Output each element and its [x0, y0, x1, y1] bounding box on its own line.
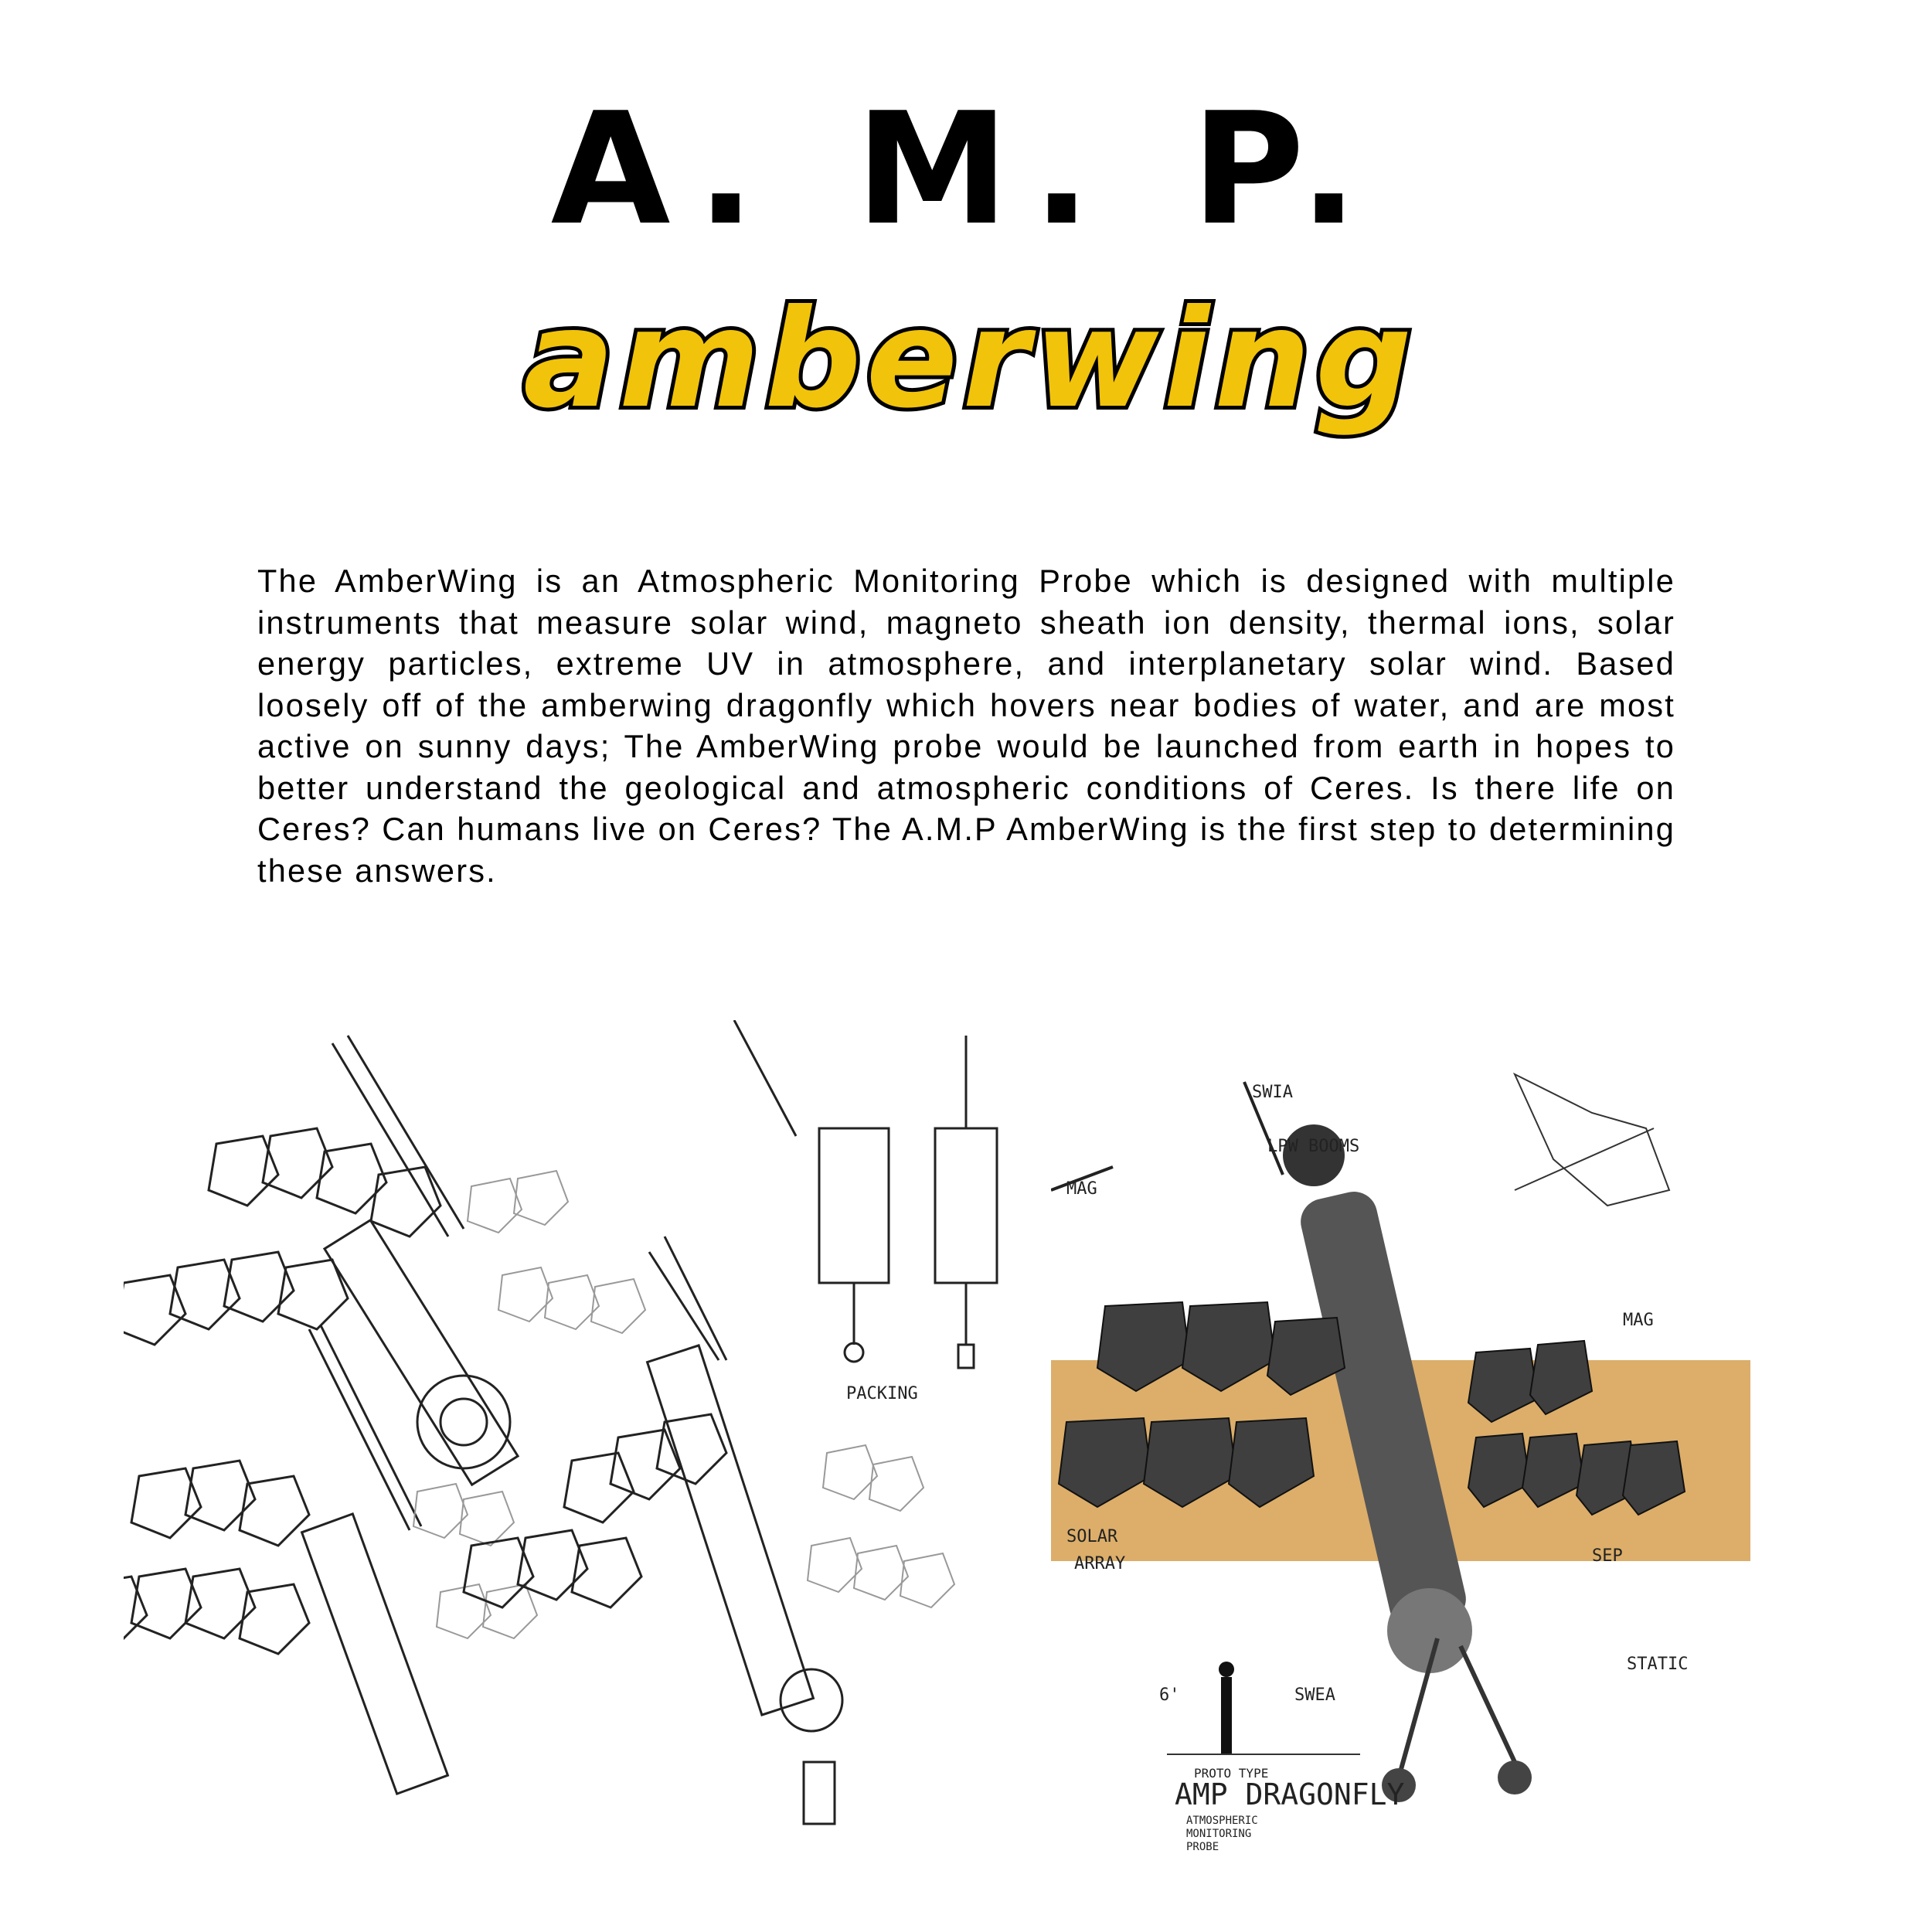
title-block-subtitle-3: PROBE	[1186, 1841, 1219, 1853]
title-block-subtitle-2: MONITORING	[1186, 1828, 1252, 1840]
label-swea: SWEA	[1294, 1686, 1335, 1705]
sketch-wing-outlines-2	[413, 1484, 537, 1638]
label-sep: SEP	[1592, 1546, 1623, 1566]
sketch-wing-outlines-1	[468, 1171, 645, 1333]
label-solar-array-line1: SOLAR	[1066, 1527, 1118, 1546]
label-swia: SWIA	[1252, 1083, 1293, 1102]
amberwing-logo	[495, 232, 1445, 487]
label-height: 6'	[1159, 1686, 1180, 1705]
title-block-title: AMP DRAGONFLY	[1175, 1777, 1405, 1811]
label-mag-right: MAG	[1623, 1311, 1654, 1330]
label-lpw-booms: LPW BOOMS	[1267, 1137, 1360, 1156]
render-flyby-sketch	[1515, 1074, 1669, 1206]
label-static: STATIC	[1627, 1655, 1689, 1674]
description-paragraph: The AmberWing is an Atmospheric Monitoring Probe which is designed with multiple instruments that measure solar wind, magneto sheath ion density, thermal ions, solar energy particles, extreme UV in atmosphere, and interplanetary solar wind. Based loosely off of the amberwing dragonfly which hovers near bodies of water, and are most active on sunny days; The AmberWing probe would be launched from earth in hopes to better understand the geological and atmospheric conditions of Ceres. Is there life on Ceres? Can humans live on Ceres? The A.M.P AmberWing is the first step to determining these answers.	[257, 563, 1675, 889]
sketch-dragonfly-1	[124, 1036, 518, 1485]
sketch-dragonfly-2	[124, 1325, 447, 1794]
label-mag-left: MAG	[1066, 1179, 1097, 1199]
packing-label: PACKING	[846, 1384, 918, 1403]
amberwing-logo-text: amberwing	[522, 281, 1417, 438]
sketch-dragonfly-3	[464, 1237, 842, 1824]
pencil-sketches	[124, 1020, 1051, 1832]
amberwing-render	[1051, 1036, 1932, 1855]
human-scale	[1167, 1662, 1360, 1754]
sketch-packing	[734, 1020, 997, 1368]
title-block-heading: PROTO TYPE	[1194, 1766, 1269, 1781]
title-block-subtitle-1: ATMOSPHERIC	[1186, 1815, 1258, 1827]
amp-logo-text: A. M. P.	[550, 80, 1382, 260]
label-solar-array-line2: ARRAY	[1074, 1554, 1126, 1573]
sketch-wing-outlines-3	[808, 1445, 954, 1607]
